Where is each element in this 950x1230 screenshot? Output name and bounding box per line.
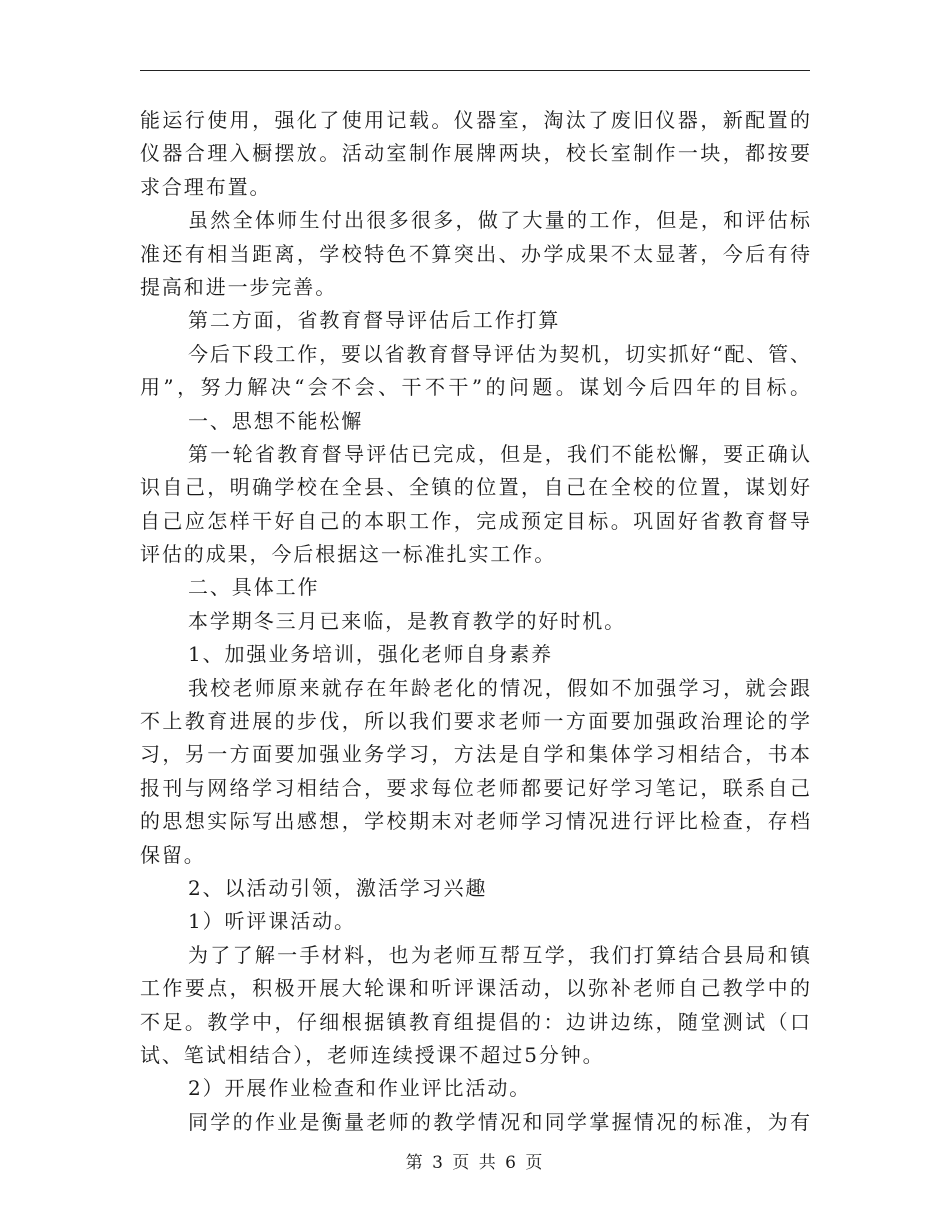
text-line: 2）开展作业检查和作业评比活动。 <box>188 1076 532 1101</box>
text-line: 提高和进一步完善。 <box>140 274 338 299</box>
text-line: 的思想实际写出感想，学校期末对老师学习情况进行评比检查，存档 <box>140 809 810 834</box>
text-line: 为了了解一手材料，也为老师互帮互学，我们打算结合县局和镇 <box>188 942 810 967</box>
text-line: 1、加强业务培训，强化老师自身素养 <box>188 642 554 667</box>
text-line: 2、以活动引领，激活学习兴趣 <box>188 875 488 900</box>
text-line: 虽然全体师生付出很多很多，做了大量的工作，但是，和评估标 <box>188 208 810 233</box>
text-line: 第一轮省教育督导评估已完成，但是，我们不能松懈，要正确认 <box>188 441 810 466</box>
text-line: 用”，努力解决“会不会、干不干”的问题。谋划今后四年的目标。 <box>140 375 810 400</box>
page-number: 第 3 页 共 6 页 <box>405 1153 545 1173</box>
text-line: 能运行使用，强化了使用记载。仪器室，淘汰了废旧仪器，新配置的 <box>140 108 810 132</box>
document-body <box>140 104 810 1139</box>
text-line: 保留。 <box>140 842 206 867</box>
text-line: 1）听评课活动。 <box>188 909 356 934</box>
text-line: 不上教育进展的步伐，所以我们要求老师一方面要加强政治理论的学 <box>140 709 810 734</box>
text-line: 一、思想不能松懈 <box>188 408 364 433</box>
text-line: 第二方面，省教育督导评估后工作打算 <box>188 308 561 333</box>
header-rule <box>140 70 810 71</box>
page-footer <box>0 1148 950 1173</box>
text-line: 同学的作业是衡量老师的教学情况和同学掌握情况的标准，为有 <box>188 1109 810 1134</box>
text-line: 我校老师原来就存在年龄老化的情况，假如不加强学习，就会跟 <box>188 675 810 700</box>
text-line: 习，另一方面要加强业务学习，方法是自学和集体学习相结合，书本 <box>140 742 810 767</box>
text-line: 仪器合理入橱摆放。活动室制作展牌两块，校长室制作一块，都按要 <box>140 141 810 166</box>
text-line: 试、笔试相结合），老师连续授课不超过5分钟。 <box>140 1042 605 1067</box>
text-line: 识自己，明确学校在全县、全镇的位置，自己在全校的位置，谋划好 <box>140 475 810 500</box>
text-line: 评估的成果，今后根据这一标准扎实工作。 <box>140 542 557 567</box>
text-line: 二、具体工作 <box>188 575 320 600</box>
text-line: 求合理布置。 <box>140 174 272 199</box>
text-line: 工作要点，积极开展大轮课和听评课活动，以弥补老师自己教学中的 <box>140 976 810 1001</box>
text-line: 自己应怎样干好自己的本职工作，完成预定目标。巩固好省教育督导 <box>140 508 810 533</box>
text-line: 不足。教学中，仔细根据镇教育组提倡的：边讲边练，随堂测试（口 <box>140 1009 810 1034</box>
text-line: 本学期冬三月已来临，是教育教学的好时机。 <box>188 608 626 633</box>
text-line: 今后下段工作，要以省教育督导评估为契机，切实抓好“配、管、 <box>188 341 810 366</box>
text-line: 报刊与网络学习相结合，要求每位老师都要记好学习笔记，联系自己 <box>140 775 810 800</box>
text-line: 准还有相当距离，学校特色不算突出、办学成果不太显著，今后有待 <box>140 241 810 266</box>
